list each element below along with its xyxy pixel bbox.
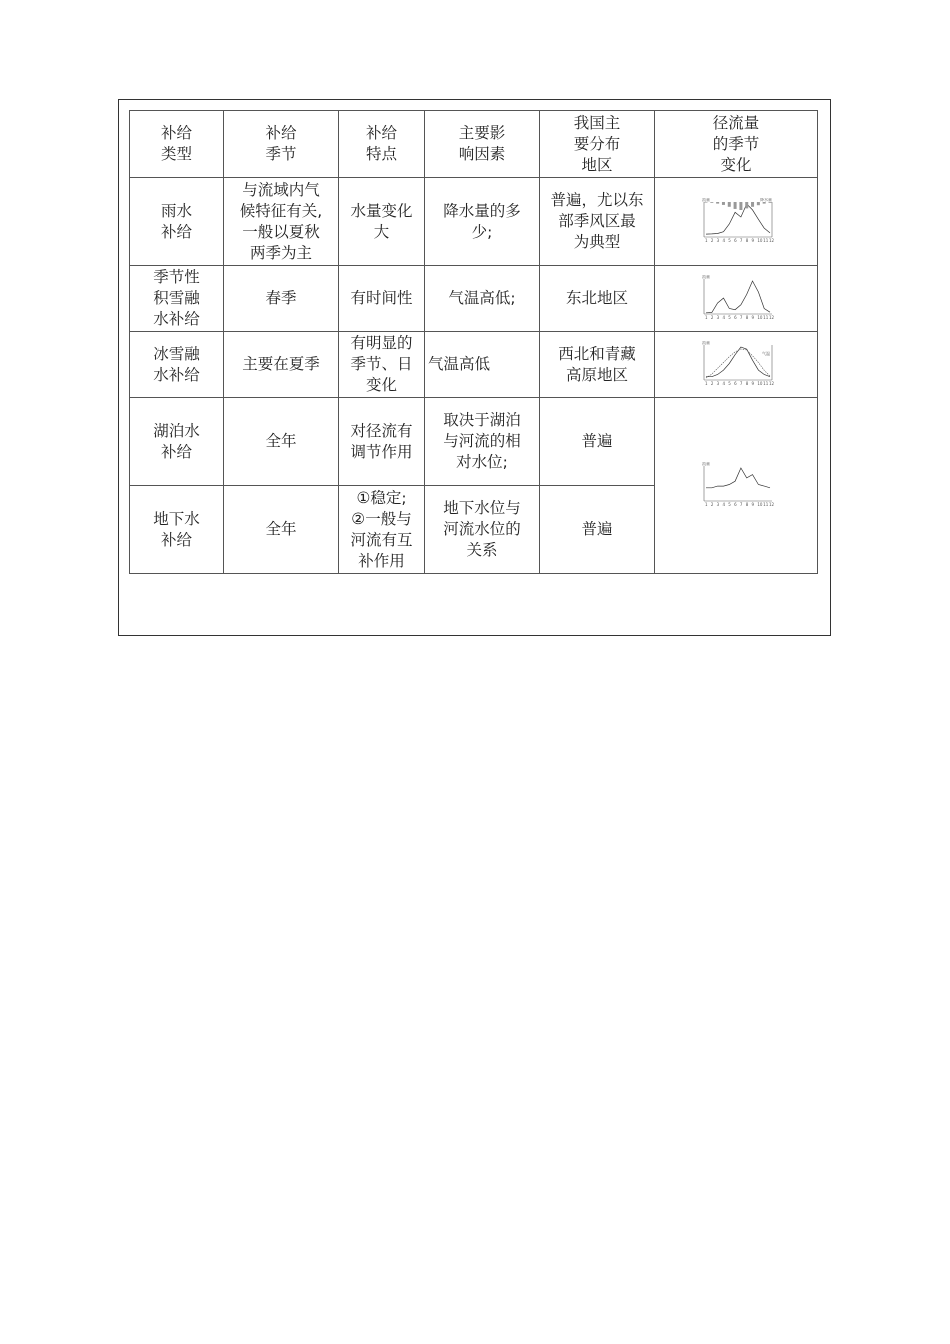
cell-line: 冰雪融 — [153, 344, 200, 363]
header-season — [224, 111, 339, 178]
cell-line: 季节、日 — [350, 355, 413, 373]
x-tick-label: 7 — [739, 380, 743, 386]
cell-line: 地区 — [581, 155, 613, 174]
cell-type — [130, 178, 224, 266]
cell-region — [540, 332, 655, 398]
cell-line: 有时间性 — [350, 289, 413, 307]
flow-series-line — [706, 204, 770, 234]
precip-bar — [728, 202, 731, 207]
x-tick-label: 5 — [728, 501, 731, 507]
cell-type — [130, 486, 224, 574]
cell-line: 大 — [373, 222, 390, 241]
header-region — [540, 111, 655, 178]
cell-line: 对径流有 — [350, 421, 413, 440]
cell-line: 水补给 — [153, 365, 200, 384]
cell-line: 主要影 — [458, 124, 506, 142]
cell-line: 气温高低; — [448, 289, 516, 307]
table-header-row — [130, 111, 818, 178]
x-tick-label: 6 — [734, 380, 737, 386]
cell-line: 补给 — [160, 124, 192, 142]
x-tick-label: 8 — [745, 501, 749, 507]
x-tick-label: 10 — [757, 237, 763, 243]
x-tick-label: 8 — [745, 380, 749, 386]
precip-bar — [763, 202, 766, 204]
cell-line: 关系 — [466, 541, 498, 559]
y2-axis-label: 气温 — [762, 350, 770, 356]
flow-series-line — [706, 281, 770, 313]
x-tick-label: 9 — [751, 380, 755, 386]
cell-line: 湖泊水 — [153, 421, 200, 440]
precip-bar — [751, 202, 754, 207]
cell-line: 与河流的相 — [443, 432, 521, 450]
precip-bar — [705, 202, 708, 203]
y-axis-label: 流量 — [702, 340, 710, 345]
cell-line: 补给 — [160, 222, 192, 241]
cell-line: 高原地区 — [565, 365, 628, 384]
x-tick-label: 6 — [734, 501, 737, 507]
x-tick-label: 2 — [710, 501, 714, 507]
cell-feature — [339, 398, 425, 486]
temp-series-line — [706, 349, 770, 378]
cell-line: 取决于湖泊 — [443, 411, 521, 429]
x-tick-label: 1 — [705, 501, 708, 507]
table-row — [130, 178, 818, 266]
cell-feature — [339, 266, 425, 332]
cell-line: 西北和青藏 — [558, 344, 636, 363]
x-tick-label: 9 — [751, 501, 755, 507]
cell-type — [130, 398, 224, 486]
cell-season — [224, 266, 339, 332]
x-tick-label: 2 — [710, 380, 714, 386]
cell-runoff-chart — [655, 266, 818, 332]
cell-line: 水量变化 — [350, 201, 413, 220]
precip-bar — [722, 202, 725, 205]
x-tick-label: 11 — [763, 314, 769, 320]
river-recharge-table — [129, 110, 818, 574]
x-tick-label: 4 — [722, 380, 726, 386]
x-tick-label: 8 — [745, 237, 749, 243]
x-tick-label: 5 — [728, 237, 731, 243]
x-tick-label: 3 — [716, 380, 720, 386]
x-tick-label: 10 — [757, 501, 763, 507]
cell-type — [130, 332, 224, 398]
cell-line: 降水量的多 — [443, 201, 521, 220]
precip-bar — [739, 202, 742, 210]
cell-line: 径流量 — [712, 113, 760, 132]
x-tick-label: 12 — [769, 314, 775, 320]
cell-region — [540, 178, 655, 266]
cell-factor — [425, 332, 540, 398]
x-tick-label: 4 — [722, 501, 726, 507]
x-tick-label: 1 — [705, 380, 708, 386]
x-tick-label: 9 — [751, 314, 755, 320]
runoff-chart-ground — [690, 462, 782, 510]
precip-bar — [734, 202, 737, 209]
x-tick-label: 6 — [734, 237, 737, 243]
cell-line: 主要在夏季 — [242, 355, 320, 373]
y-axis-label: 流量 — [702, 274, 710, 279]
x-tick-label: 4 — [722, 314, 726, 320]
x-tick-label: 9 — [751, 237, 755, 243]
cell-runoff-chart — [655, 332, 818, 398]
cell-line: 补给 — [365, 124, 397, 142]
cell-line: ②一般与 — [351, 509, 412, 528]
x-tick-label: 10 — [757, 380, 763, 386]
cell-line: 地下水位与 — [443, 499, 521, 517]
cell-feature — [339, 178, 425, 266]
cell-line: 部季风区最 — [558, 212, 636, 230]
cell-feature — [339, 332, 425, 398]
cell-line: 补给 — [160, 442, 192, 461]
x-tick-label: 7 — [739, 314, 743, 320]
cell-season — [224, 178, 339, 266]
cell-line: 全年 — [265, 520, 297, 538]
cell-line: 季节性 — [153, 268, 200, 286]
cell-line: 候特征有关, — [239, 201, 323, 220]
cell-line: 补作用 — [358, 551, 405, 570]
precip-bar — [769, 202, 772, 203]
cell-line: 春季 — [265, 289, 297, 307]
x-tick-label: 12 — [769, 501, 775, 507]
cell-line: 雨水 — [160, 201, 192, 220]
x-tick-label: 10 — [757, 314, 763, 320]
x-tick-label: 5 — [728, 314, 731, 320]
x-tick-label: 2 — [710, 237, 714, 243]
x-tick-label: 1 — [705, 237, 708, 243]
cell-line: 变化 — [365, 376, 397, 394]
precip-bar — [710, 202, 713, 203]
precip-bar — [757, 202, 760, 205]
x-tick-label: 12 — [769, 237, 775, 243]
y-axis-label: 流量 — [702, 197, 710, 202]
header-factor — [425, 111, 540, 178]
x-tick-label: 7 — [739, 501, 743, 507]
x-tick-label: 3 — [716, 501, 720, 507]
cell-line: 少; — [471, 222, 493, 241]
header-type — [130, 111, 224, 178]
cell-line: 季节 — [265, 145, 297, 163]
cell-line: 为典型 — [573, 233, 621, 251]
flow-series-line — [706, 468, 770, 488]
x-tick-label: 11 — [763, 380, 769, 386]
cell-line: 补给 — [160, 530, 192, 549]
y2-axis-label: 降水量 — [760, 197, 772, 202]
cell-season — [224, 332, 339, 398]
cell-line: 的季节 — [712, 134, 760, 153]
cell-line: 变化 — [720, 155, 752, 174]
x-tick-label: 12 — [769, 380, 775, 386]
x-tick-label: 6 — [734, 314, 737, 320]
cell-line: 两季为主 — [249, 243, 312, 262]
precip-bar — [716, 202, 719, 204]
x-tick-label: 1 — [705, 314, 708, 320]
precip-bar — [745, 202, 748, 208]
cell-season — [224, 486, 339, 574]
cell-line: 全年 — [265, 432, 297, 450]
x-tick-label: 3 — [716, 314, 720, 320]
x-tick-label: 5 — [728, 380, 731, 386]
x-tick-label: 8 — [745, 314, 749, 320]
runoff-chart-rain — [690, 198, 782, 246]
header-runoff — [655, 111, 818, 178]
cell-line: 响因素 — [458, 145, 506, 163]
cell-line: 积雪融 — [153, 289, 200, 307]
cell-line: 调节作用 — [350, 442, 413, 461]
cell-line: 要分布 — [573, 134, 621, 153]
cell-line: 有明显的 — [350, 334, 413, 352]
table-row — [130, 266, 818, 332]
cell-type — [130, 266, 224, 332]
cell-region — [540, 266, 655, 332]
cell-line: 气温高低 — [428, 355, 491, 373]
runoff-chart-snow — [690, 275, 782, 323]
table-row — [130, 398, 818, 486]
cell-line: 特点 — [365, 145, 397, 163]
cell-line: 我国主 — [573, 113, 621, 132]
x-tick-label: 4 — [722, 237, 726, 243]
flow-series-line — [706, 347, 770, 377]
x-tick-label: 2 — [710, 314, 714, 320]
x-tick-label: 11 — [763, 237, 769, 243]
table-row — [130, 332, 818, 398]
cell-line: 普遍，尤以东 — [550, 191, 644, 209]
cell-line: 补给 — [265, 124, 297, 142]
runoff-chart-glacier — [690, 341, 782, 389]
cell-region — [540, 398, 655, 486]
cell-line: 河流水位的 — [443, 520, 521, 538]
header-feature — [339, 111, 425, 178]
cell-factor — [425, 266, 540, 332]
cell-line: 类型 — [160, 145, 192, 163]
cell-factor — [425, 486, 540, 574]
cell-line: 河流有互 — [350, 530, 413, 549]
cell-season — [224, 398, 339, 486]
y-axis-label: 流量 — [702, 461, 710, 466]
cell-line: 普遍 — [581, 520, 613, 538]
cell-line: 普遍 — [581, 432, 613, 450]
cell-line: 一般以夏秋 — [242, 222, 320, 241]
cell-line: 与流域内气 — [242, 180, 320, 199]
cell-region — [540, 486, 655, 574]
cell-factor — [425, 178, 540, 266]
cell-line: 地下水 — [153, 509, 200, 528]
cell-feature — [339, 486, 425, 574]
x-tick-label: 3 — [716, 237, 720, 243]
cell-line: 水补给 — [153, 310, 200, 328]
cell-runoff-chart — [655, 398, 818, 574]
cell-line: 对水位; — [456, 453, 508, 471]
cell-factor — [425, 398, 540, 486]
x-tick-label: 7 — [739, 237, 743, 243]
cell-line: ①稳定; — [356, 488, 407, 507]
x-tick-label: 11 — [763, 501, 769, 507]
cell-line: 东北地区 — [565, 289, 628, 307]
cell-runoff-chart — [655, 178, 818, 266]
